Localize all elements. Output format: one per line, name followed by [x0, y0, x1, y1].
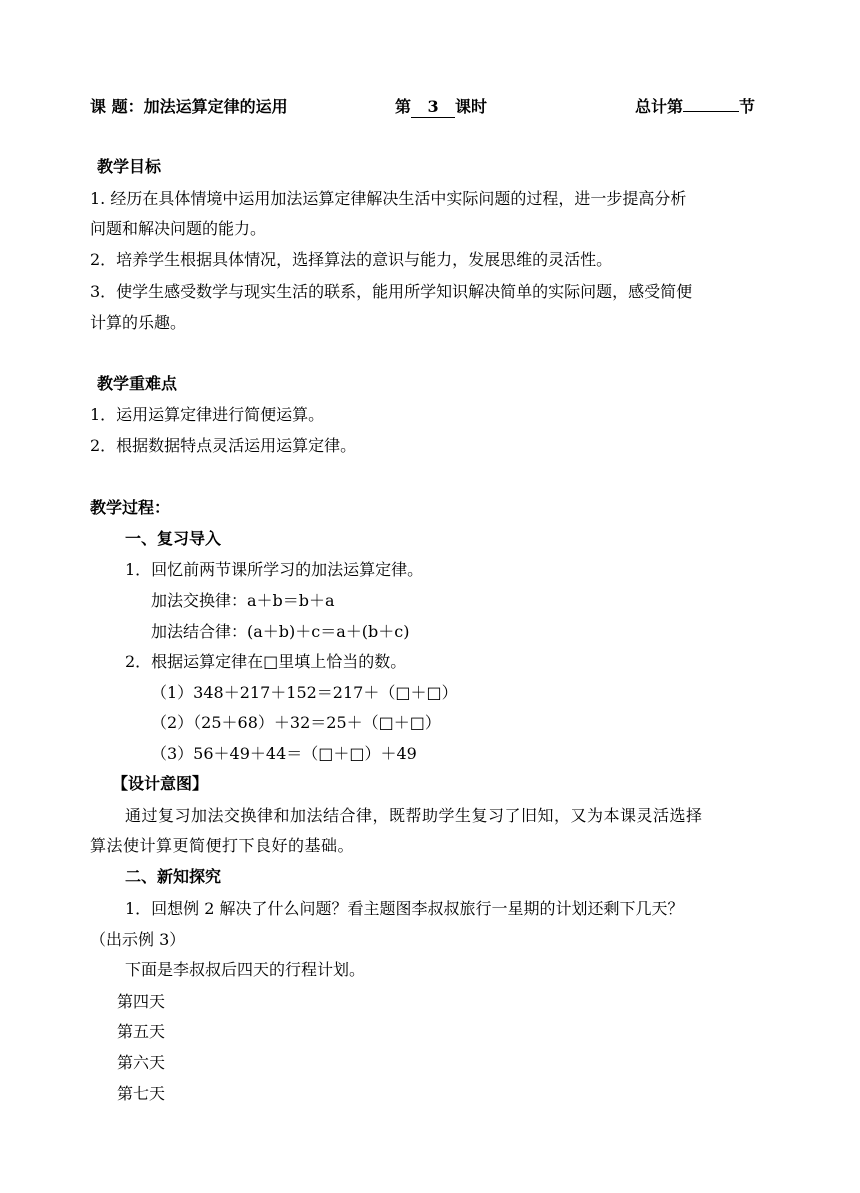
- review-item-2: 2．根据运算定律在□里填上恰当的数。: [125, 652, 407, 671]
- exercise-1: （1）348＋217＋152＝217＋（□＋□）: [151, 683, 458, 702]
- process-heading: 教学过程：: [90, 498, 171, 517]
- objective-1-line-2: 问题和解决问题的能力。: [90, 219, 267, 238]
- lesson-header: [90, 94, 770, 120]
- itinerary-intro: 下面是李叔叔后四天的行程计划。: [125, 960, 366, 979]
- keypoint-1: 1．运用运算定律进行简便运算。: [90, 405, 325, 424]
- total-count: [635, 94, 755, 120]
- explore-item-1-line-2: （出示例 3）: [90, 930, 186, 949]
- lesson-prefix: 第: [395, 97, 412, 116]
- total-suffix: 节: [739, 97, 756, 116]
- commutative-law: 加法交换律：a＋b＝b＋a: [151, 591, 335, 610]
- objective-2: 2．培养学生根据具体情况，选择算法的意识与能力，发展思维的灵活性。: [90, 250, 613, 269]
- total-blank: [683, 111, 739, 112]
- objectives-heading: 教学目标: [97, 157, 162, 176]
- lesson-subject: 课 题：加法运算定律的运用: [90, 97, 288, 116]
- design-intent-heading: 【设计意图】: [112, 774, 209, 793]
- lesson-number: 3: [411, 97, 455, 118]
- section-2-title: 二、新知探究: [125, 867, 222, 886]
- total-prefix: 总计第: [635, 97, 684, 116]
- associative-law: 加法结合律：(a＋b)＋c＝a＋(b＋c): [151, 622, 410, 641]
- keypoints-heading: 教学重难点: [97, 374, 178, 393]
- day-label: 第六天: [117, 1053, 166, 1072]
- lesson-count: [395, 94, 487, 120]
- explore-item-1-line-1: 1．回想例 2 解决了什么问题？看主题图李叔叔旅行一星期的计划还剩下几天？: [125, 899, 684, 918]
- objective-3-line-2: 计算的乐趣。: [90, 313, 187, 332]
- exercise-2: （2）（25＋68）＋32＝25＋（□＋□）: [151, 713, 441, 732]
- design-intent-line-2: 算法使计算更简便打下良好的基础。: [90, 836, 355, 855]
- day-label: 第五天: [117, 1022, 166, 1041]
- section-1-title: 一、复习导入: [125, 529, 222, 548]
- keypoint-2: 2．根据数据特点灵活运用运算定律。: [90, 436, 357, 455]
- review-item-1: 1．回忆前两节课所学习的加法运算定律。: [125, 560, 424, 579]
- day-label: 第四天: [117, 992, 166, 1011]
- objective-3-line-1: 3．使学生感受数学与现实生活的联系，能用所学知识解决简单的实际问题，感受简便: [90, 282, 693, 301]
- lesson-suffix: 课时: [455, 97, 488, 116]
- design-intent-line-1: 通过复习加法交换律和加法结合律，既帮助学生复习了旧知，又为本课灵活选择: [125, 806, 703, 825]
- objective-1-line-1: 1. 经历在具体情境中运用加法运算定律解决生活中实际问题的过程，进一步提高分析: [90, 189, 687, 208]
- exercise-3: （3）56＋49＋44＝（□＋□）＋49: [151, 744, 417, 763]
- day-label: 第七天: [117, 1084, 166, 1103]
